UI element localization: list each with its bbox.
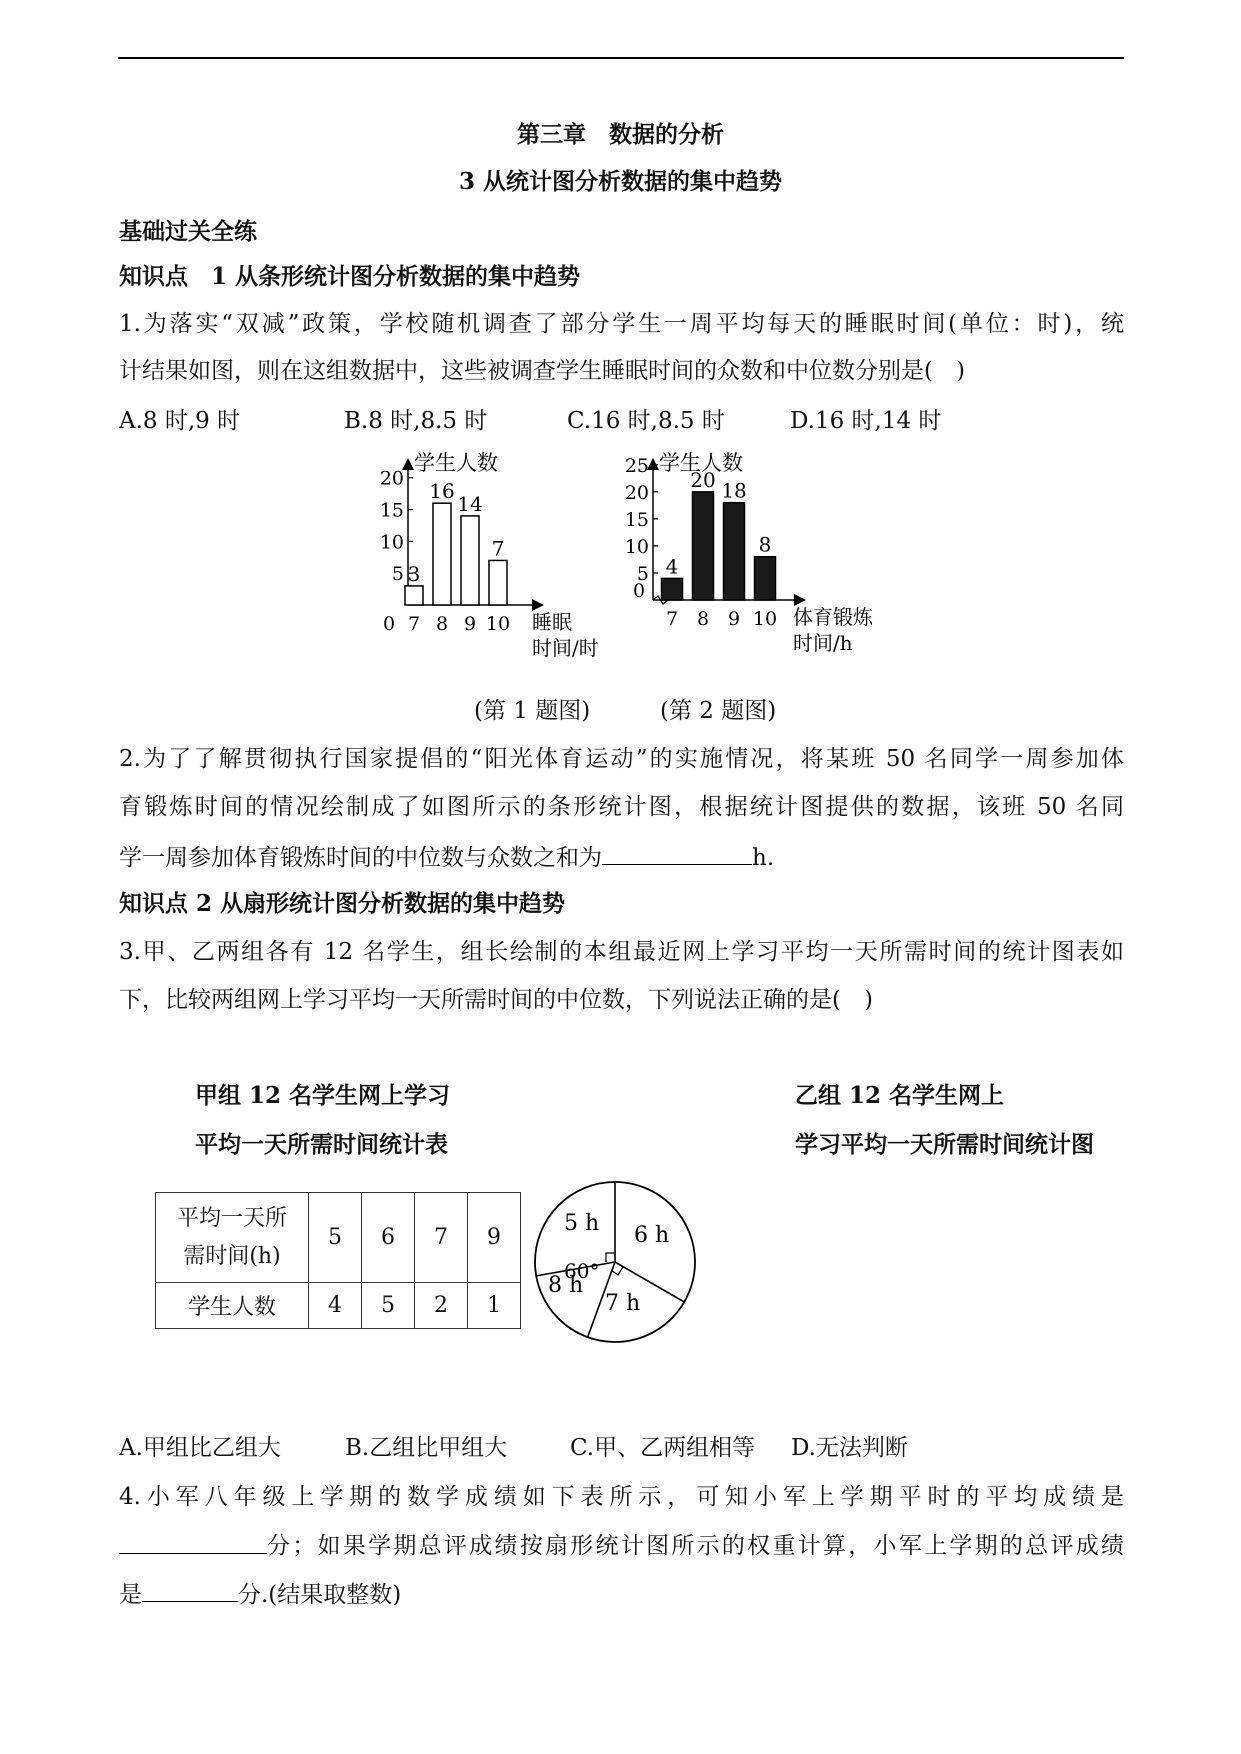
bar-value-label: 7 [491,536,505,561]
q4-line-2 [119,1531,1124,1561]
q4-line-3-pre: 是 [119,1582,142,1608]
group-a-time-table [155,1192,521,1329]
knowledge-point-2: 知识点 2 从扇形统计图分析数据的集中趋势 [119,890,566,917]
q4-line-3 [119,1579,401,1610]
y-tick-label: 15 [379,499,404,522]
y-tick-label: 10 [379,531,404,554]
origin-label: 0 [632,580,646,602]
bar [489,560,507,605]
pie-title-line-2: 学习平均一天所需时间统计图 [795,1131,1094,1158]
y-tick-label: 25 [624,454,649,477]
y-axis-label: 学生人数 [414,451,498,475]
q3-option-a: A.甲组比乙组大 [119,1435,281,1461]
bar-value-label: 3 [407,561,421,586]
q3-option-b: B.乙组比甲组大 [345,1435,508,1461]
pie-slice-label: 8 h [548,1273,584,1298]
q1-option-d: D.16 时,14 时 [790,408,942,434]
q1-option-b: B.8 时,8.5 时 [344,408,488,434]
practice-label: 基础过关全练 [119,218,257,245]
bar [755,557,776,600]
x-tick-label: 7 [407,613,421,635]
table-cell: 5 [309,1193,362,1283]
pie-slice-label: 6 h [634,1223,670,1248]
bar [461,516,479,605]
y-tick-label: 5 [636,562,649,585]
x-tick-label: 8 [696,608,710,630]
table-cell: 6 [362,1193,415,1283]
table-title-line-2: 平均一天所需时间统计表 [195,1131,448,1158]
pie-angle-label: 60° [564,1259,600,1283]
q4-line-1: 4.小军八年级上学期的数学成绩如下表所示，可知小军上学期平时的平均成绩是 [119,1484,1124,1510]
x-tick-label: 8 [435,613,449,635]
q1-line-1: 1.为落实“双减”政策，学校随机调查了部分学生一周平均每天的睡眠时间(单位：时)，统 [119,311,1124,337]
bar [724,503,745,600]
bar-value-label: 14 [457,491,483,516]
bar [405,586,423,605]
table-header-time: 平均一天所 需时间(h) [156,1193,309,1283]
x-axis-label: 睡眠 [532,610,572,634]
table-cell: 4 [309,1283,362,1329]
q2-line-3-text: 学一周参加体育锻炼时间的中位数与众数之和为 [119,845,602,871]
q1-line-2: 计结果如图，则在这组数据中，这些被调查学生睡眠时间的众数和中位数分别是( ) [119,358,965,384]
bar-value-label: 16 [429,479,455,504]
pie-slice-label: 7 h [605,1291,641,1316]
x-tick-label: 7 [665,608,679,630]
q2-line-3 [119,842,774,873]
x-axis-label-line-2: 时间/时 [532,636,599,660]
section-title: 3 从统计图分析数据的集中趋势 [458,168,782,195]
bar-value-label: 4 [665,554,679,579]
table-cell: 7 [415,1193,468,1283]
pie-title-line-1: 乙组 12 名学生网上 [795,1082,1005,1109]
x-tick-label: 10 [485,613,511,635]
bar-value-label: 8 [758,532,772,557]
table-title-line-1: 甲组 12 名学生网上学习 [195,1082,451,1109]
bar [433,503,451,605]
x-tick-label: 10 [752,608,778,630]
y-axis-label: 学生人数 [659,451,743,475]
q3-line-2: 下，比较两组网上学习平均一天所需时间的中位数，下列说法正确的是( ) [119,987,873,1013]
bar [693,492,714,600]
bar [662,578,683,600]
chapter-title: 第三章 数据的分析 [517,121,724,148]
group-b-pie-chart [530,1172,720,1352]
q4-line-2-text: 分；如果学期总评成绩按扇形统计图所示的权重计算，小军上学期的总评成绩 [267,1533,1124,1559]
knowledge-point-1: 知识点 1 从条形统计图分析数据的集中趋势 [119,263,581,290]
y-tick-label: 10 [624,535,649,558]
q4-average-blank[interactable] [119,1531,267,1554]
x-axis-label: 体育锻炼 [793,605,873,629]
bar-value-label: 18 [721,478,747,503]
q1-option-a: A.8 时,9 时 [119,408,241,434]
table-cell: 9 [468,1193,521,1283]
y-tick-label: 5 [391,563,404,586]
caption-fig-2: (第 2 题图) [660,698,777,724]
q4-total-blank[interactable] [142,1579,238,1602]
y-tick-label: 20 [379,467,404,490]
pie-slice-label: 5 h [564,1211,600,1236]
sleep-time-bar-chart [370,448,620,673]
q4-line-3-post: 分.(结果取整数) [238,1582,402,1608]
y-tick-label: 15 [624,508,649,531]
q3-option-c: C.甲、乙两组相等 [570,1435,756,1461]
table-cell: 2 [415,1283,468,1329]
q2-unit: h. [752,845,775,871]
origin-label: 0 [382,613,396,635]
q2-answer-blank[interactable] [602,842,752,865]
q1-option-c: C.16 时,8.5 时 [567,408,725,434]
q2-line-1: 2.为了了解贯彻执行国家提倡的“阳光体育运动”的实施情况，将某班 50 名同学一周参加体 [119,746,1124,772]
exercise-time-bar-chart [605,448,895,673]
x-axis-label-line-2: 时间/h [793,631,853,655]
x-tick-label: 9 [463,613,477,635]
header-rule [118,57,1124,59]
y-tick-label: 20 [624,481,649,504]
table-cell: 1 [468,1283,521,1329]
bar-value-label: 20 [690,467,716,492]
q2-line-2: 育锻炼时间的情况绘制成了如图所示的条形统计图，根据统计图提供的数据，该班 50 名同 [119,794,1124,820]
q3-option-d: D.无法判断 [791,1435,908,1461]
table-cell: 5 [362,1283,415,1329]
table-header-count: 学生人数 [156,1283,309,1329]
x-tick-label: 9 [727,608,741,630]
q3-line-1: 3.甲、乙两组各有 12 名学生，组长绘制的本组最近网上学习平均一天所需时间的统计图表如 [119,939,1124,965]
caption-fig-1: (第 1 题图) [474,698,591,724]
